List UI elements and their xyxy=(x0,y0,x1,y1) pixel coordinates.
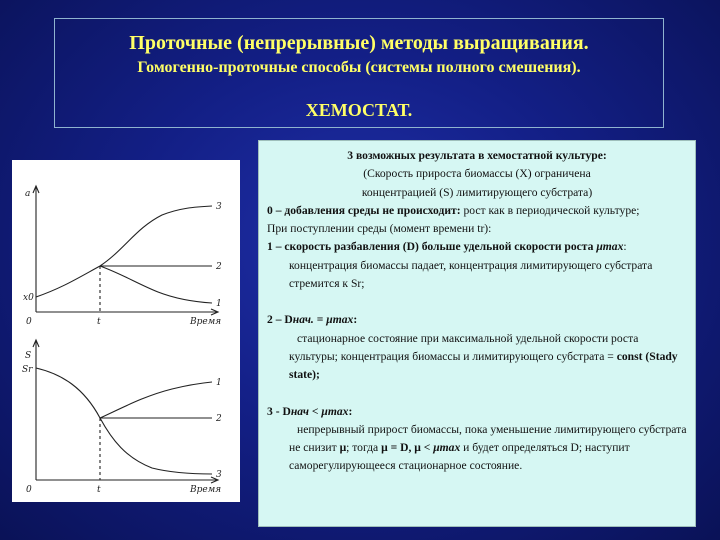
bottom-x-axis-label: Время xyxy=(190,485,222,495)
bottom-origin-label: 0 xyxy=(26,485,32,495)
panel-subtext-1: (Скорость прироста биомассы (X) ограничена xyxy=(363,167,591,181)
slide-heading-chemostat: ХЕМОСТАТ. xyxy=(305,100,413,120)
case-3-heading: 3 - Dнач < μmax: xyxy=(267,404,353,418)
top-curve-label-1: 1 xyxy=(216,299,222,309)
chemostat-text-panel xyxy=(258,140,696,527)
case-0: 0 – добавления среды не происходит: рост как в периодической культуре; xyxy=(267,203,640,217)
bottom-curve-s-top xyxy=(36,368,100,418)
case-3-description: непрерывный прирост биомассы, пока уменьшение лимитирующего субстрата не снизит μ; тогда μ = D, μ < μmax и будет определяться D; наступит саморегулирующееся стационарное состояние. xyxy=(289,422,687,473)
top-x-axis-label: Время xyxy=(190,317,222,327)
bottom-t-label: t xyxy=(97,485,101,495)
panel-heading: 3 возможных результата в хемостатной культуре: xyxy=(347,149,607,162)
bottom-curve-1 xyxy=(100,382,212,418)
top-t-label: t xyxy=(97,317,101,327)
bottom-curve-3 xyxy=(100,418,212,474)
panel-subtext-2: концентрацией (S) лимитирующего субстрата) xyxy=(361,185,593,199)
bottom-curve-label-3: 3 xyxy=(216,470,222,480)
top-curve-label-2: 2 xyxy=(216,262,222,272)
top-y-axis-label: a xyxy=(25,189,31,199)
graph-panel xyxy=(12,160,240,502)
top-x0-label: x0 xyxy=(23,293,34,303)
top-curve-1 xyxy=(100,266,212,303)
slide-title: Проточные (непрерывные) методы выращивания. xyxy=(129,32,589,54)
title-box xyxy=(54,18,664,128)
top-curve-3 xyxy=(36,206,212,297)
case-1: 1 – скорость разбавления (D) больше удельной скорости роста μmax: концентрация биомассы падает, концентрация лимитирующего субстрата стремится к Sr; xyxy=(267,240,653,291)
growth-graphs-figure xyxy=(12,160,240,502)
slide-subtitle: Гомогенно-проточные способы (системы полного смешения). xyxy=(137,59,581,76)
bottom-curve-label-1: 1 xyxy=(216,378,222,388)
bottom-curve-label-2: 2 xyxy=(216,414,222,424)
top-curve-label-3: 3 xyxy=(216,202,222,212)
supply-intro: При поступлении среды (момент времени tr): xyxy=(267,222,492,236)
top-origin-label: 0 xyxy=(26,317,32,327)
bottom-y-axis-label: S xyxy=(25,351,32,361)
bottom-sr-label: Sr xyxy=(22,365,33,375)
case-2-description: стационарное состояние при максимальной удельной скорости роста культуры; концентрация биомассы и лимитирующего субстрата = const (Stady state); xyxy=(289,331,678,382)
case-2-heading: 2 – Dнач. = μmax: xyxy=(267,313,358,327)
